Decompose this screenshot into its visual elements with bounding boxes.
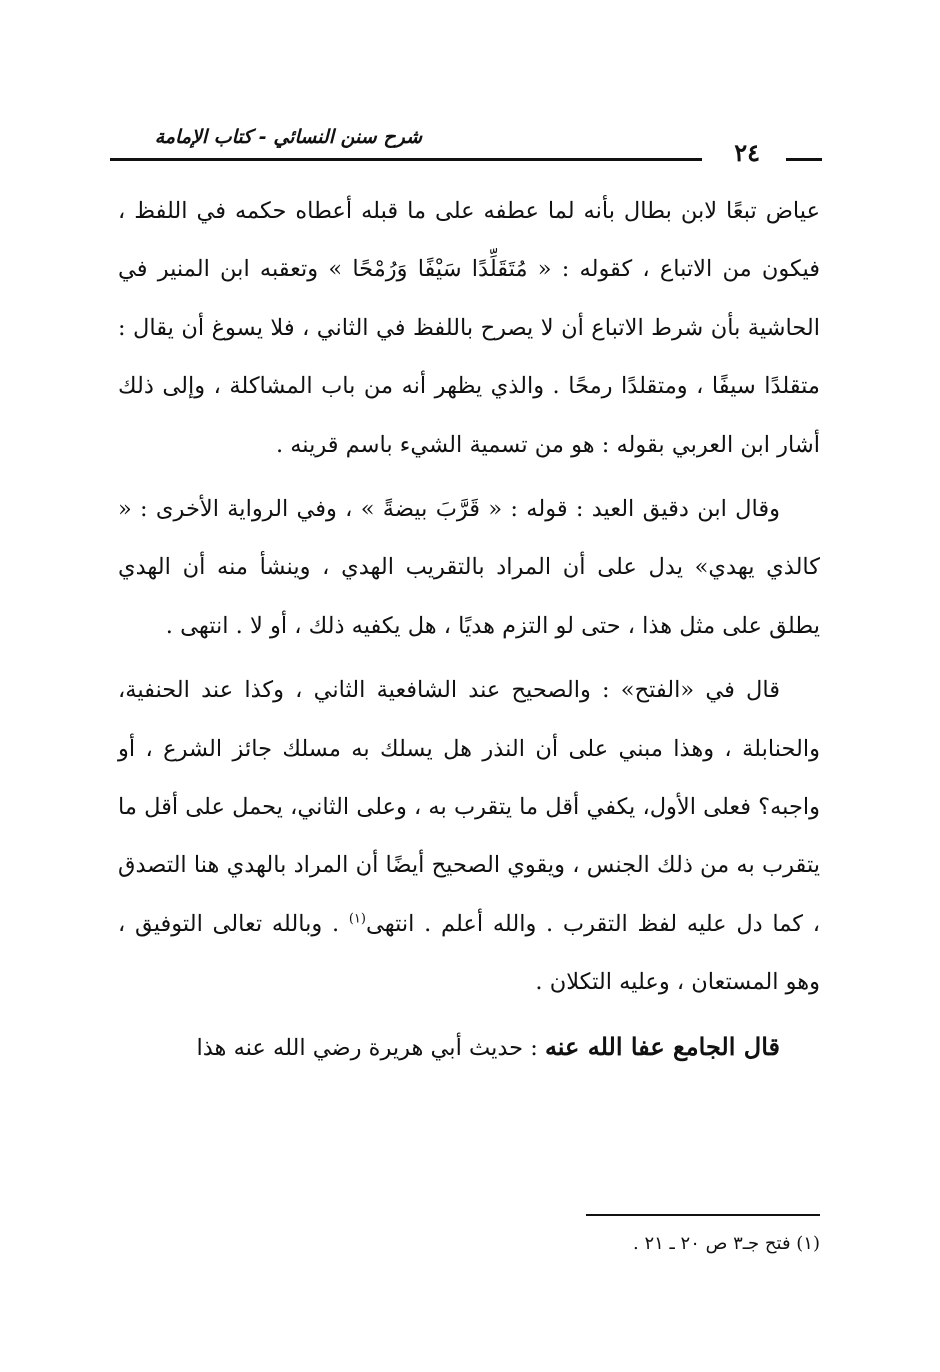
header-title: شرح سنن النسائي - كتاب الإمامة	[154, 126, 422, 148]
footnote-rule	[586, 1214, 820, 1216]
page-number: ٢٤	[734, 138, 760, 167]
paragraph-1: عياض تبعًا لابن بطال بأنه لما عطفه على ما قبله أعطاه حكمه في اللفظ ، فيكون من الاتباع ، كقوله : « مُتَقَلِّدًا سَيْفًا وَرُمْحًا » وتعقبه ابن المنير في الحاشية بأن شرط الاتباع أن لا يصرح باللفظ في الثاني ، فلا يسوغ أن يقال : متقلدًا سيفًا ، ومتقلدًا رمحًا . والذي يظهر أنه من باب المشاكلة ، وإلى ذلك أشار ابن العربي بقوله : هو من تسمية الشيء باسم قرينه .	[118, 198, 820, 458]
paragraph-4-lead: قال الجامع عفا الله عنه	[544, 1031, 780, 1061]
page-number-dash	[786, 158, 822, 161]
paragraph-3-text: قال في «الفتح» : والصحيح عند الشافعية الثاني ، وكذا عند الحنفية، والحنابلة ، وهذا مبني على أن النذر هل يسلك به مسلك جائز الشرع ، أو واجبه؟ فعلى الأول، يكفي أقل ما يتقرب به ، وعلى الثاني، يحمل على أقل ما يتقرب به من ذلك الجنس ، ويقوي الصحيح أيضًا أن المراد بالهدي هنا التصدق ، كما دل عليه لفظ التقرب . والله أعلم . انتهى	[118, 677, 820, 937]
paragraph-4-text: : حديث أبي هريرة رضي الله عنه هذا	[196, 1034, 545, 1061]
paragraph-4	[118, 1018, 820, 1077]
header-rule	[110, 158, 702, 161]
footnote: (١) فتح جـ٣ ص ٢٠ ـ ٢١ .	[633, 1233, 820, 1254]
body-text	[118, 182, 820, 1077]
footnote-reference: (١)	[348, 911, 366, 927]
paragraph-2: وقال ابن دقيق العيد : قوله : « قَرَّبَ بيضةً » ، وفي الرواية الأخرى : « كالذي يهدي» يدل على أن المراد بالتقريب الهدي ، وينشأ منه أن الهدي يطلق على مثل هذا ، حتى لو التزم هديًا ، هل يكفيه ذلك ، أو لا . انتهى .	[118, 496, 820, 639]
paragraph-3	[118, 661, 820, 1011]
paragraph-3-text-end: . وبالله تعالى التوفيق ، وهو المستعان ، وعليه التكلان .	[118, 910, 820, 996]
running-header	[110, 122, 822, 174]
